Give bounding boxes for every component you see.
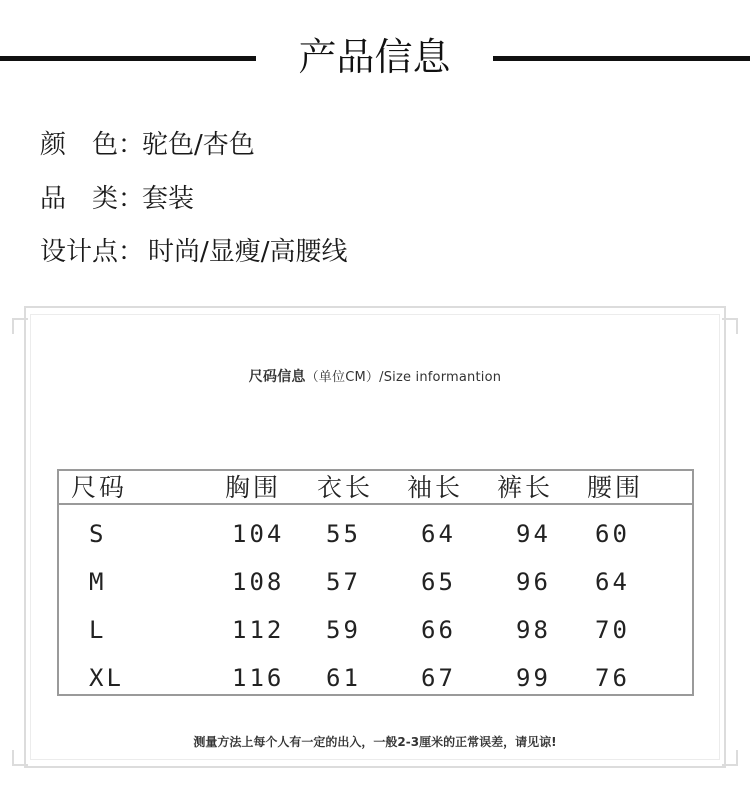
frame-corner-top-left: [12, 318, 28, 334]
info-row-design: [40, 235, 348, 269]
cell-size: XL: [89, 664, 124, 692]
header-rule-left: [0, 56, 256, 61]
frame-corner-bottom-left: [12, 750, 28, 766]
size-title-text: 尺码信息: [248, 369, 306, 385]
info-row-color: [40, 128, 255, 162]
frame-corner-top-right: [722, 318, 738, 334]
cell-pants-length: 98: [516, 616, 551, 644]
cell-length: 59: [326, 616, 361, 644]
table-row: [59, 519, 692, 553]
cell-length: 61: [326, 664, 361, 692]
info-value-color: 驼色/杏色: [142, 130, 255, 160]
info-value-category: 套装: [142, 184, 195, 214]
size-subtitle: /Size informantion: [379, 370, 502, 385]
cell-sleeve: 67: [421, 664, 456, 692]
info-label-category: 品 类：: [40, 184, 145, 214]
cell-sleeve: 66: [421, 616, 456, 644]
cell-length: 57: [326, 568, 361, 596]
cell-size: M: [89, 568, 107, 596]
column-header-bust: 胸围: [225, 473, 282, 502]
size-panel-title: [0, 366, 750, 386]
cell-bust: 108: [232, 568, 285, 596]
measurement-note: 测量方法上每个人有一定的出入，一般2-3厘米的正常误差，请见谅!: [193, 735, 557, 749]
cell-waist: 60: [595, 520, 630, 548]
cell-size: L: [89, 616, 107, 644]
cell-sleeve: 64: [421, 520, 456, 548]
size-table: [57, 469, 694, 696]
cell-bust: 104: [232, 520, 285, 548]
column-header-length: 衣长: [317, 473, 374, 502]
size-unit-note: （单位CM）: [305, 370, 380, 385]
column-header-size: 尺码: [71, 473, 128, 502]
column-header-sleeve: 袖长: [407, 473, 464, 502]
cell-pants-length: 99: [516, 664, 551, 692]
cell-pants-length: 96: [516, 568, 551, 596]
header-rule-right: [493, 56, 750, 61]
cell-bust: 112: [232, 616, 285, 644]
info-value-design: 时尚/显瘦/高腰线: [148, 237, 348, 267]
cell-waist: 64: [595, 568, 630, 596]
table-row: [59, 615, 692, 649]
table-row: [59, 567, 692, 601]
table-row: [59, 663, 692, 697]
cell-length: 55: [326, 520, 361, 548]
column-header-pants-length: 裤长: [497, 473, 554, 502]
cell-pants-length: 94: [516, 520, 551, 548]
info-label-design: 设计点：: [40, 237, 145, 267]
page-title: 产品信息: [298, 35, 451, 79]
cell-waist: 76: [595, 664, 630, 692]
info-row-category: [40, 182, 194, 216]
column-header-waist: 腰围: [587, 473, 644, 502]
cell-size: S: [89, 520, 107, 548]
cell-waist: 70: [595, 616, 630, 644]
cell-bust: 116: [232, 664, 285, 692]
size-table-header: [59, 471, 692, 505]
info-label-color: 颜 色：: [40, 130, 145, 160]
cell-sleeve: 65: [421, 568, 456, 596]
frame-corner-bottom-right: [722, 750, 738, 766]
